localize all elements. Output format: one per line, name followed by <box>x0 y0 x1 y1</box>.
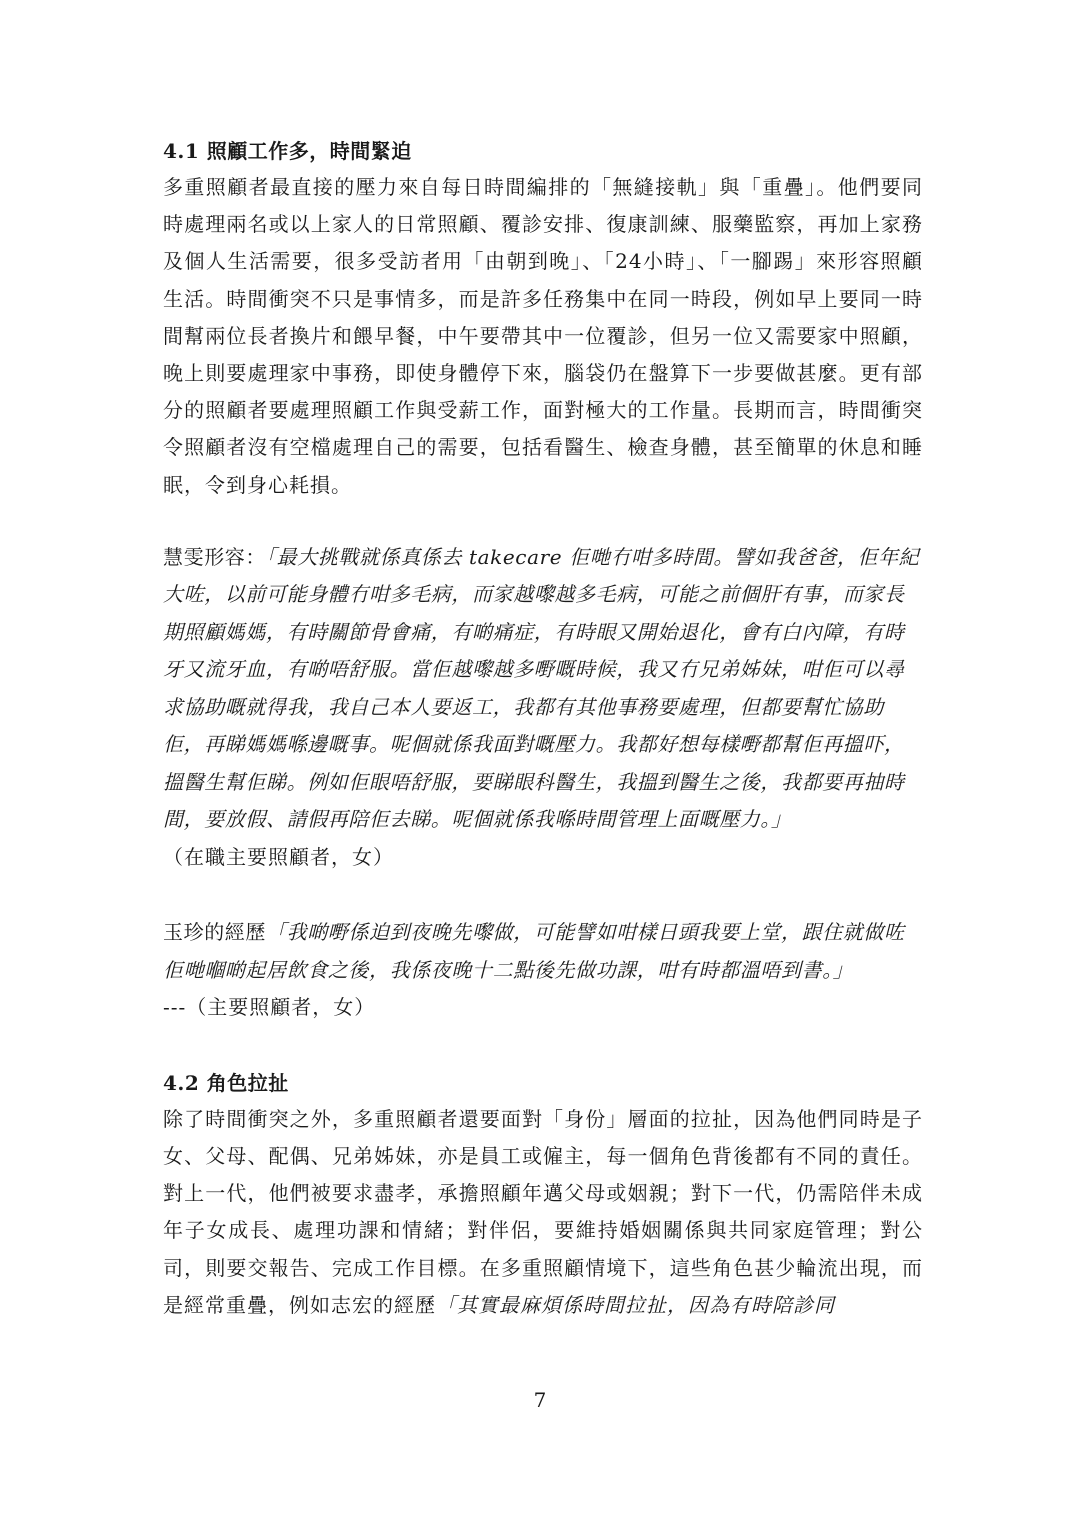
section-4-1-paragraph: 多重照顧者最直接的壓力來自每日時間編排的「無縫接軌」與「重疊」。他們要同時處理兩名或以上家人的日常照顧、覆診安排、復康訓練、服藥監察，再加上家務及個人生活需要，很多受訪者用「由朝到晚」、「24小時」、「一腳踢」來形容照顧生活。時間衝突不只是事情多，而是許多任務集中在同一時段，例如早上要同一時間幫兩位長者換片和餵早餐，中午要帶其中一位覆診，但另一位又需要家中照顧，晚上則要處理家中事務，即使身體停下來，腦袋仍在盤算下一步要做甚麼。更有部分的照顧者要處理照顧工作與受薪工作，面對極大的工作量。長期而言，時間衝突令照顧者沒有空檔處理自己的需要，包括看醫生、檢查身體，甚至簡單的休息和睡眠，令到身心耗損。 <box>163 175 923 497</box>
paragraph-text: 除了時間衝突之外，多重照顧者還要面對「身份」層面的拉扯，因為他們同時是子女、父母、配偶、兄弟姊妹，亦是員工或僱主，每一個角色背後都有不同的責任。對上一代，他們被要求盡孝，承擔照顧年邁父母或姻親；對下一代，仍需陪伴未成年子女成長、處理功課和情緒；對伴侶，要維持婚姻關係與共同家庭管理；對公司，則要交報告、完成工作目標。在多重照顧情境下，這些角色甚少輪流出現，而是經常重疊，例如志宏的經歷 <box>163 1106 923 1317</box>
quote-source: ---（主要照顧者，女） <box>163 995 376 1020</box>
page-number: 7 <box>533 1388 547 1412</box>
spacer <box>163 1027 923 1065</box>
paragraph-quote-text: 「其實最麻煩係時間拉扯，因為有時陪診同 <box>436 1292 835 1317</box>
quote-text: 「最大挑戰就係真係去 takecare 佢哋冇咁多時間。譬如我爸爸，佢年紀大咗，以前可能身體冇咁多毛病，而家越嚟越多毛病，可能之前個肝有事，而家長期照顧媽媽，有時關節骨會痛，有啲痛症，有時眼又開始退化，會有白內障，有時牙又流牙血，有啲唔舒服。當佢越嚟越多嘢嘅時候，我又冇兄弟姊妹，咁佢可以尋求協助嘅就得我，我自己本人要返工，我都有其他事務要處理，但都要幫忙協助佢，再睇媽媽喺邊嘅事。呢個就係我面對嘅壓力。我都好想每樣嘢都幫佢再搵吓，搵醫生幫佢睇。例如佢眼唔舒服，要睇眼科醫生，我搵到醫生之後，我都要再抽時間，要放假、請假再陪佢去睇。呢個就係我喺時間管理上面嘅壓力。」 <box>163 544 920 832</box>
spacer <box>163 504 923 539</box>
quote-yuzhen <box>163 914 923 989</box>
quote-text: 「我啲嘢係迫到夜晚先嚟做，可能譬如咁樣日頭我要上堂，跟住就做咗佢哋嗰啲起居飲食之後，我係夜晚十二點後先做功課，咁有時都溫唔到書。」 <box>163 920 905 982</box>
quote-source: （在職主要照顧者，女） <box>163 844 394 869</box>
section-4-2-paragraph <box>163 1101 923 1324</box>
section-heading-4-1: 4.1 照顧工作多，時間緊迫 <box>163 139 412 163</box>
quote-intro: 慧雯形容： <box>163 544 266 569</box>
section-heading-4-2: 4.2 角色拉扯 <box>163 1070 289 1095</box>
quote-intro: 玉珍的經歷 <box>163 920 266 945</box>
page-content <box>163 133 923 1324</box>
quote-huiwen <box>163 539 923 839</box>
spacer <box>163 876 923 914</box>
